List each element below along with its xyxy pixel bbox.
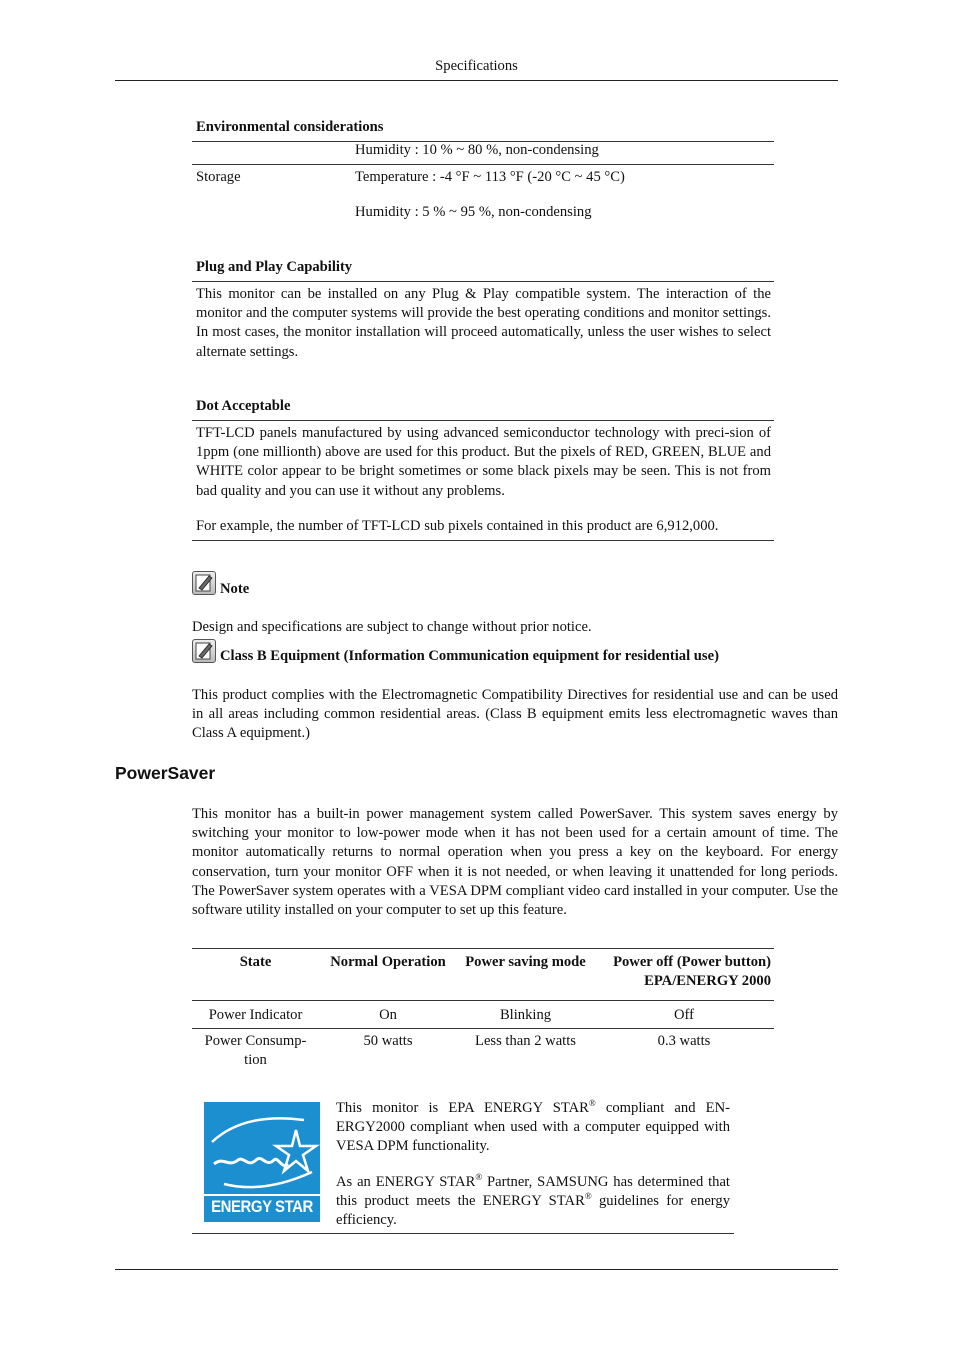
table-header-cell: Power off (Power button) EPA/ENERGY 2000: [613, 954, 771, 989]
storage-label: Storage: [196, 169, 241, 185]
table-cell: 0.3 watts: [657, 1033, 711, 1049]
powersaver-table: [192, 953, 774, 1070]
table-header-cell: State: [239, 954, 272, 970]
energy-star-p2-c: guidelines for energy efficiency.: [336, 1193, 730, 1229]
divider: [192, 420, 774, 421]
table-cell: Power Indicator: [208, 1007, 303, 1023]
table-cell: Off: [674, 1007, 694, 1023]
plug-play-heading: Plug and Play Capability: [196, 259, 353, 275]
table-top-rule: [192, 948, 774, 949]
table-header-cell: Power saving mode: [465, 954, 586, 970]
table-header-row: [192, 953, 774, 991]
storage-humidity: Humidity : 5 % ~ 95 %, non-condensing: [355, 204, 592, 220]
energy-star-logo: [204, 1102, 320, 1222]
powersaver-text: This monitor has a built-in power management system called PowerSaver. This system saves energy by switching your monitor to low-power mode when it has not been used for a certain amount of time. The monitor automatically returns to normal operation when you press a key on the keyboard. For energy conservation, turn your monitor OFF when it is not needed, or when leaving it unattended for long periods. The PowerSaver system operates with a VESA DPM compliant video card installed in your computer. Use the software utility installed on your computer to set up this feature.: [192, 806, 838, 919]
table-cell: 50 watts: [363, 1033, 413, 1049]
divider: [192, 540, 774, 541]
note-icon: [192, 571, 216, 595]
class-b-text: This product complies with the Electromagnetic Compatibility Directives for residential use and can be used in all areas including common residential areas. (Class B equipment emits less electromagnetic waves than Class A equipment.): [192, 687, 838, 742]
table-cell: Power Consump-tion: [204, 1033, 307, 1068]
header-rule: [115, 80, 838, 81]
divider: [192, 164, 774, 165]
plug-play-text: This monitor can be installed on any Plug & Play compatible system. The interaction of the monitor and the computer systems will provide the best operating conditions and monitor settings. In most cases, the monitor installation will proceed automatically, unless the user wishes to select alternate settings.: [196, 286, 771, 360]
page-header-title: Specifications: [435, 58, 518, 74]
energy-star-p1-b: compliant and EN-ERGY2000 compliant when used with a computer equipped with VESA DPM functionality.: [336, 1100, 730, 1155]
energy-star-p2-b: Partner, SAMSUNG has determined that this product meets the ENERGY STAR: [336, 1174, 730, 1210]
table-cell: On: [379, 1007, 397, 1023]
table-header-cell: Normal Operation: [330, 954, 446, 970]
energy-star-paragraph-2: [336, 1173, 730, 1231]
note-text: Design and specifications are subject to change without prior notice.: [192, 619, 592, 635]
storage-temperature: Temperature : -4 °F ~ 113 °F (-20 °C ~ 45 °C): [355, 169, 625, 185]
registered-mark: ®: [584, 1191, 592, 1202]
table-row: [192, 1001, 774, 1026]
footer-rule: [115, 1269, 838, 1270]
divider: [192, 281, 774, 282]
table-row: [192, 1029, 774, 1071]
dot-acceptable-text: TFT-LCD panels manufactured by using advanced semiconductor technology with preci-sion of 1ppm (one millionth) above are used for this product. But the pixels of RED, GREEN, BLUE and WHITE color appear to be bright sometimes or some black pixels may be seen. This is not from bad quality and you can use it without any problems.: [196, 425, 771, 499]
energy-star-bottom-rule: [192, 1233, 734, 1234]
table-cell: Blinking: [499, 1007, 552, 1023]
energy-star-p1-a: This monitor is EPA ENERGY STAR: [336, 1100, 589, 1116]
note-label: Note: [220, 581, 250, 597]
energy-star-paragraph-1: [336, 1099, 730, 1157]
dot-acceptable-example: For example, the number of TFT-LCD sub pixels contained in this product are 6,912,000.: [196, 518, 719, 534]
registered-mark: ®: [475, 1172, 483, 1183]
dot-acceptable-heading: Dot Acceptable: [196, 398, 291, 414]
table-cell: Less than 2 watts: [475, 1033, 576, 1049]
note-icon: [192, 639, 216, 663]
powersaver-heading: PowerSaver: [115, 763, 216, 783]
energy-star-p2-a: As an ENERGY STAR: [336, 1174, 476, 1190]
class-b-label: Class B Equipment (Information Communication equipment for residential use): [220, 648, 719, 664]
environmental-heading: Environmental considerations: [196, 119, 384, 135]
energy-star-logo-text: ENERGY STAR: [211, 1197, 313, 1216]
environmental-humidity: Humidity : 10 % ~ 80 %, non-condensing: [355, 142, 599, 158]
registered-mark: ®: [588, 1098, 596, 1109]
